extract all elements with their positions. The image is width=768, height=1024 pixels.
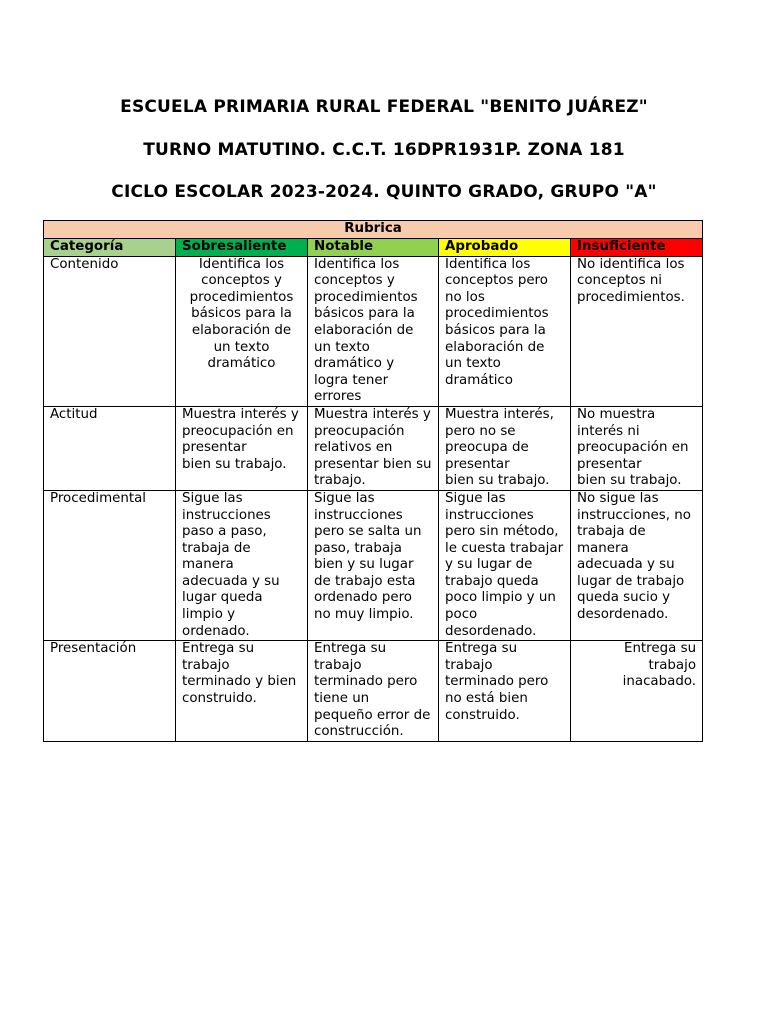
category-cell: Procedimental (44, 490, 176, 640)
column-header-notable: Notable (308, 238, 439, 256)
rubric-title-row (44, 221, 703, 239)
shift-cct-heading: TURNO MATUTINO. C.C.T. 16DPR1931P. ZONA 181 (143, 140, 625, 160)
category-cell: Actitud (44, 406, 176, 490)
table-cell: Muestra interés y preocupación relativos en presentar bien su trabajo. (308, 406, 439, 490)
table-cell: Sigue las instrucciones paso a paso, trabaja de manera adecuada y su lugar queda limpio y ordenado. (176, 490, 308, 640)
table-row (44, 406, 703, 490)
column-header-aprobado: Aprobado (439, 238, 571, 256)
table-cell: No identifica los conceptos ni procedimientos. (571, 256, 703, 406)
table-cell: Sigue las instrucciones pero se salta un paso, trabaja bien y su lugar de trabajo esta ordenado pero no muy limpio. (308, 490, 439, 640)
table-cell: Sigue las instrucciones pero sin método, le cuesta trabajar y su lugar de trabajo queda poco limpio y un poco desordenado. (439, 490, 571, 640)
table-cell: Entrega su trabajo inacabado. (571, 641, 703, 742)
table-cell: Muestra interés, pero no se preocupa de presentar bien su trabajo. (439, 406, 571, 490)
school-year-heading: CICLO ESCOLAR 2023-2024. QUINTO GRADO, GRUPO "A" (111, 182, 657, 202)
category-cell: Presentación (44, 641, 176, 742)
table-cell: Muestra interés y preocupación en presentar bien su trabajo. (176, 406, 308, 490)
column-header-insuficiente: Insuficiente (571, 238, 703, 256)
table-row (44, 490, 703, 640)
column-header-sobresaliente: Sobresaliente (176, 238, 308, 256)
table-cell: Identifica los conceptos pero no los procedimientos básicos para la elaboración de un texto dramático (439, 256, 571, 406)
table-row (44, 256, 703, 406)
rubric-title: Rubrica (44, 221, 703, 239)
table-cell: No sigue las instrucciones, no trabaja de manera adecuada y su lugar de trabajo queda sucio y desordenado. (571, 490, 703, 640)
table-row (44, 641, 703, 742)
category-cell: Contenido (44, 256, 176, 406)
table-cell: Entrega su trabajo terminado pero tiene un pequeño error de construcción. (308, 641, 439, 742)
table-cell: No muestra interés ni preocupación en presentar bien su trabajo. (571, 406, 703, 490)
rubric-header-row (44, 238, 703, 256)
table-cell: Identifica los conceptos y procedimientos básicos para la elaboración de un texto dramático y logra tener errores (308, 256, 439, 406)
table-cell: Entrega su trabajo terminado y bien construido. (176, 641, 308, 742)
column-header-categoria: Categoría (44, 238, 176, 256)
school-name-heading: ESCUELA PRIMARIA RURAL FEDERAL "BENITO JUÁREZ" (120, 97, 648, 117)
table-cell: Identifica los conceptos y procedimientos básicos para la elaboración de un texto dramático (176, 256, 308, 406)
rubric-table (43, 220, 703, 742)
table-cell: Entrega su trabajo terminado pero no está bien construido. (439, 641, 571, 742)
